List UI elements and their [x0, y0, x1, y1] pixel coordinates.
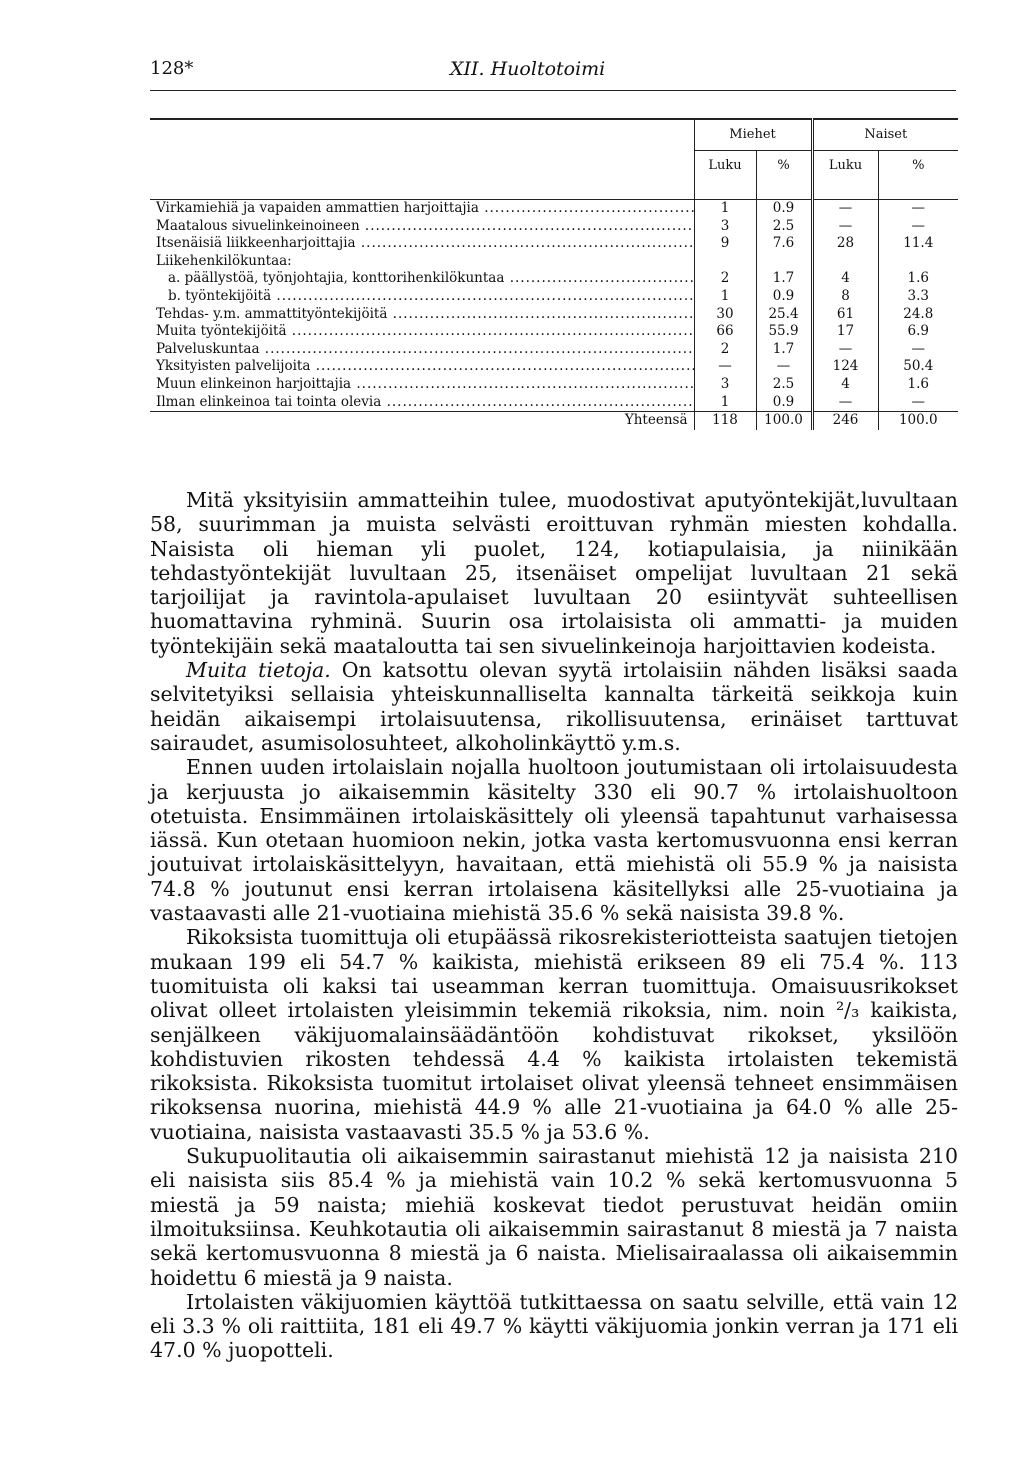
subheader-miehet-luku: Luku [694, 151, 756, 182]
subheader-naiset-percent: % [912, 158, 925, 174]
cell-miehet-percent: 0.9 [756, 288, 812, 306]
table-corner [150, 119, 694, 151]
cell-miehet-luku: 9 [694, 235, 756, 253]
cell-naiset-luku: — [812, 341, 878, 359]
paragraph-text: Irtolaisten väkijuomien käyttöä tutkittaessa on saatu selville, että vain 12 eli 3.3 % oli raittiita, 181 eli 49.7 % käytti väkijuomia jonkin verran ja 171 eli 47.0 % juopotteli. [150, 1289, 958, 1363]
cell-naiset-percent: — [878, 394, 958, 412]
group-header-miehet: Miehet [694, 119, 812, 151]
table-row [150, 270, 958, 288]
cell-miehet-luku: 1 [694, 394, 756, 412]
row-label: Tehdas- y.m. ammattityöntekijöitä ..... [150, 306, 694, 324]
cell-naiset-percent: 24.8 [903, 305, 934, 322]
paragraph-text: Mitä yksityisiin ammatteihin tulee, muodostivat aputyöntekijät,luvultaan 58, suurimman ja muista selvästi eroittuvan ryhmän miesten kohdalla. Naisista oli hieman yli puolet, 124, kotiapulaisia, ja niinikään tehdastyöntekijät luvultaan 25, itsenäiset ompelijat luvultaan 21 sekä tarjoilijat ja ravintola-apulaiset luvultaan 20 esiintyvät suhteellisen huomattavina ryhminä. Suurin osa irtolaisista oli ammatti- ja muiden työntekijäin sekä maataloutta tai sen sivuelinkeinoja harjoittavien kodeista. [150, 488, 958, 658]
table-row [150, 253, 958, 271]
cell-miehet-percent: 0.9 [756, 394, 812, 412]
total-label: Yhteensä [150, 412, 694, 430]
row-label: Muun elinkeinon harjoittajia ..... [150, 376, 694, 394]
row-label: Palveluskuntaa ..... [150, 341, 694, 359]
paragraph-heading: Muita tietoja. [186, 658, 331, 683]
cell-naiset-percent: 6.9 [907, 323, 929, 340]
cell-miehet-percent: 7.6 [756, 235, 812, 253]
statistics-table [150, 118, 958, 430]
row-label: Muita työntekijöitä ..... [150, 323, 694, 341]
cell-naiset-percent: — [911, 217, 926, 234]
row-label: Yksityisten palvelijoita ..... [150, 358, 694, 376]
cell-miehet-percent: — [756, 358, 812, 376]
paragraph [150, 1290, 958, 1363]
cell-miehet-luku: 30 [694, 306, 756, 324]
cell-naiset-percent: 50.4 [903, 358, 934, 375]
group-header-naiset: Naiset [812, 119, 958, 151]
paragraph [150, 488, 958, 658]
cell-naiset-luku: 4 [812, 376, 878, 394]
table-row [150, 394, 958, 412]
table-row [150, 341, 958, 359]
table-row [150, 376, 958, 394]
cell-naiset-luku: 61 [812, 306, 878, 324]
row-label: a. päällystöä, työnjohtajia, konttorihenkilökuntaa ..... [150, 270, 694, 288]
cell-miehet-percent: 25.4 [756, 306, 812, 324]
table-row [150, 200, 958, 218]
table-corner-lower [150, 151, 694, 182]
paragraph [150, 658, 958, 755]
paragraph-text: Rikoksista tuomittuja oli etupäässä rikosrekisteriotteista saatujen tietojen mukaan 199 eli 54.7 % kaikista, miehistä erikseen 89 eli 75.4 %. 113 tuomituista oli kaksi tai useamman kerran tuomittuja. Omaisuusrikokset olivat olleet irtolaisten yleisimmin tekemiä rikoksia, nim. noin ²/₃ kaikista, senjälkeen väkijuomalainsäädäntöön kohdistuvat rikokset, yksilöön kohdistuvien rikosten tehdessä 4.4 % kaikista irtolaisten tekemistä rikoksista. Rikoksista tuomitut irtolaiset olivat yleensä tehneet ensimmäisen rikoksensa nuorina, miehistä 44.9 % alle 21-vuotiaina ja 64.0 % alle 25-vuotiaina, naisista vastaavasti 35.5 % ja 53.6 %. [150, 925, 958, 1144]
total-miehet-luku: 118 [694, 412, 756, 430]
page-header [150, 58, 956, 88]
cell-miehet-luku: — [694, 358, 756, 376]
cell-miehet-percent: 2.5 [756, 218, 812, 236]
cell-miehet-luku: 3 [694, 218, 756, 236]
cell-miehet-luku: 2 [694, 341, 756, 359]
cell-naiset-percent: 3.3 [907, 287, 929, 304]
row-label: Ilman elinkeinoa tai tointa olevia ..... [150, 394, 694, 412]
cell-miehet-luku: 3 [694, 376, 756, 394]
paragraph-text: Ennen uuden irtolaislain nojalla huoltoon joutumistaan oli irtolaisuudesta ja kerjuusta jo aikaisemmin käsitelty 330 eli 90.7 % irtolaishuoltoon otetuista. Ensimmäinen irtolaiskäsittely oli yleensä tapahtunut varhaisessa iässä. Kun otetaan huomioon nekin, jotka vasta kertomusvuonna ensi kerran joutuivat irtolaiskäsittelyyn, havaitaan, että miehistä oli 55.9 % ja naisista 74.8 % joutunut ensi kerran irtolaisena käsitellyksi alle 25-vuotiaina ja vastaavasti alle 21-vuotiaina miehistä 35.6 % sekä naisista 39.8 %. [150, 755, 958, 926]
cell-miehet-percent: 1.7 [756, 341, 812, 359]
cell-naiset-luku: 17 [812, 323, 878, 341]
cell-naiset-luku [812, 253, 878, 271]
cell-naiset-luku: 4 [812, 270, 878, 288]
cell-naiset-luku: — [812, 394, 878, 412]
cell-miehet-percent: 55.9 [756, 323, 812, 341]
cell-miehet-luku: 2 [694, 270, 756, 288]
cell-naiset-luku: — [812, 200, 878, 218]
total-miehet-percent: 100.0 [756, 412, 812, 430]
statistics-table-wrap [150, 118, 958, 430]
table-total-row [150, 412, 958, 430]
cell-naiset-luku: 28 [812, 235, 878, 253]
cell-naiset-percent: — [911, 340, 926, 357]
row-label: Itsenäisiä liikkeenharjoittajia ..... [150, 235, 694, 253]
row-label: b. työntekijöitä ..... [150, 288, 694, 306]
table-row [150, 306, 958, 324]
cell-miehet-percent: 1.7 [756, 270, 812, 288]
paragraph-text: Sukupuolitautia oli aikaisemmin sairastanut miehistä 12 ja naisista 210 eli naisista siis 85.4 % ja miehistä vain 10.2 % sekä kertomusvuonna 5 miestä ja 59 naista; miehiä koskevat tiedot perustuvat heidän omiin ilmoituksiinsa. Keuhkotautia oli aikaisemmin sairastanut 8 miestä ja 7 naista sekä kertomusvuonna 8 miestä ja 6 naista. Mielisairaalassa oli aikaisemmin hoidettu 6 miestä ja 9 naista. [150, 1144, 958, 1290]
total-naiset-luku: 246 [812, 412, 878, 430]
cell-miehet-percent: 0.9 [756, 200, 812, 218]
cell-miehet-percent [756, 253, 812, 271]
table-row [150, 323, 958, 341]
cell-miehet-luku: 1 [694, 200, 756, 218]
cell-naiset-percent: 11.4 [903, 235, 934, 252]
table-row [150, 358, 958, 376]
row-label: Virkamiehiä ja vapaiden ammattien harjoittajia ..... [150, 200, 694, 218]
paragraph-text: On katsottu olevan syytä irtolaisiin nähden lisäksi saada selvitetyiksi sellaisia yhteiskunnalliselta kannalta tärkeitä seikkoja kuin heidän aikaisempi irtolaisuutensa, rikollisuutensa, erinäiset tarttuvat sairaudet, asumisolosuhteet, alkoholinkäyttö y.m.s. [150, 658, 958, 755]
cell-miehet-luku: 66 [694, 323, 756, 341]
cell-naiset-luku: — [812, 218, 878, 236]
cell-naiset-percent: — [911, 200, 926, 216]
table-row [150, 218, 958, 236]
running-title: XII. Huoltotoimi [450, 58, 606, 80]
table-row [150, 288, 958, 306]
paragraph [150, 925, 958, 1144]
cell-naiset-percent: 1.6 [907, 375, 929, 392]
cell-miehet-luku [694, 253, 756, 271]
body-text [150, 488, 958, 1363]
paragraph [150, 755, 958, 925]
cell-naiset-luku: 8 [812, 288, 878, 306]
cell-naiset-luku: 124 [812, 358, 878, 376]
table-body [150, 200, 958, 430]
paragraph [150, 1144, 958, 1290]
row-label: Maatalous sivuelinkeinoineen ..... [150, 218, 694, 236]
header-rule [150, 90, 956, 91]
row-label: Liikehenkilökuntaa: [150, 253, 694, 271]
subheader-naiset-luku: Luku [812, 151, 878, 182]
cell-naiset-percent [878, 253, 958, 271]
page-number: 128* [150, 58, 194, 79]
cell-miehet-percent: 2.5 [756, 376, 812, 394]
total-naiset-percent: 100.0 [898, 412, 938, 429]
table-row [150, 235, 958, 253]
cell-miehet-luku: 1 [694, 288, 756, 306]
subheader-miehet-percent: % [756, 151, 812, 182]
cell-naiset-percent: 1.6 [907, 270, 929, 287]
